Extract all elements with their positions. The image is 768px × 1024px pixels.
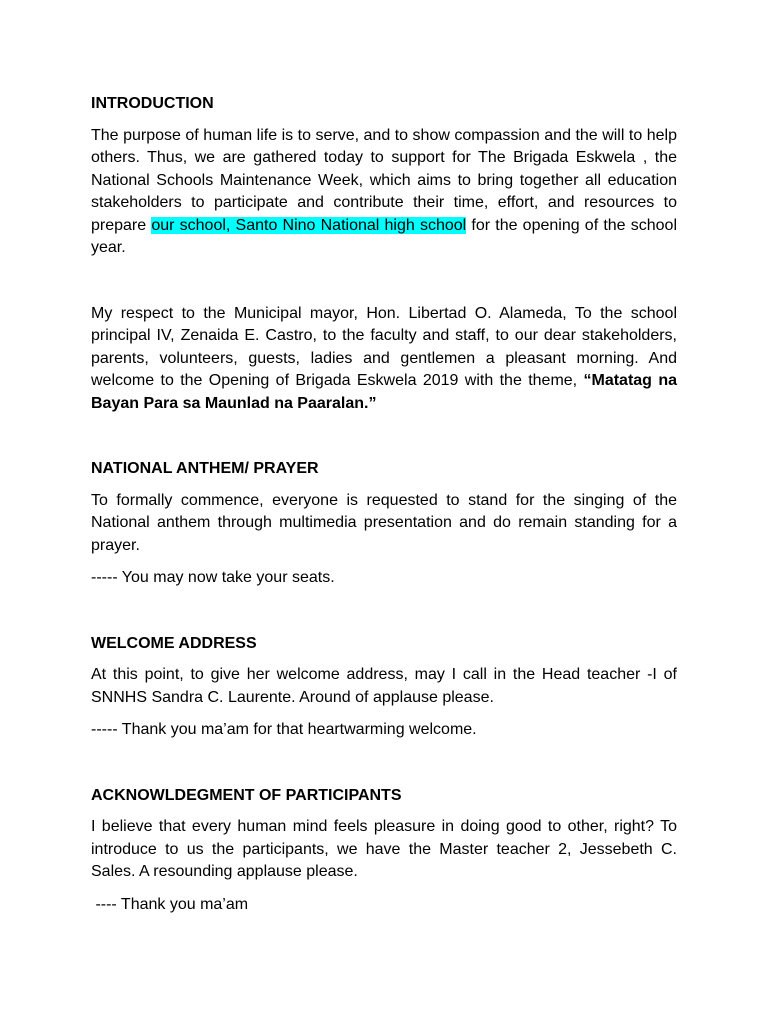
- spacer: [91, 270, 677, 303]
- introduction-text-end: for the opening of the school year.: [91, 216, 678, 256]
- respect-paragraph: [91, 303, 677, 416]
- document-page: [91, 93, 677, 926]
- introduction-paragraph: [91, 125, 677, 260]
- welcome-heading: WELCOME ADDRESS: [91, 634, 257, 652]
- spacer: [91, 425, 677, 458]
- introduction-heading: INTRODUCTION: [91, 95, 214, 112]
- theme-text: “Matatag na Bayan Para sa Maunlad na Paaralan.”: [91, 372, 677, 412]
- school-name-highlight: our school, Santo Nino National high school: [151, 216, 467, 234]
- acknowledgment-paragraph: I believe that every human mind feels pleasure in doing good to other, right? To introduce to us the participants, we have the Master teacher 2, Jessebeth C. Sales. A resounding applause please.: [91, 818, 677, 880]
- acknowledgment-heading: ACKNOWLDEGMENT OF PARTICIPANTS: [91, 786, 402, 804]
- anthem-note: ----- You may now take your seats.: [91, 569, 335, 586]
- respect-text: My respect to the Municipal mayor, Hon. Libertad O. Alameda, To the school principal IV, Zenaida E. Castro, to the faculty and staff, to our dear stakeholders, parents, volunteers, guests, ladies and gentlemen a pleasant morning. And welcome to the Opening of Brigada Eskwela 2019 with the theme,: [91, 304, 677, 389]
- welcome-note: ----- Thank you ma’am for that heartwarming welcome.: [91, 721, 477, 738]
- anthem-heading: NATIONAL ANTHEM/ PRAYER: [91, 460, 319, 477]
- spacer: [91, 752, 677, 785]
- spacer: [91, 600, 677, 633]
- introduction-text-start: The purpose of human life is to serve, and to show compassion and the will to help others. Thus, we are gathered today to support for The Brigada Eskwela , the National Schools Maintenance Week, which aims to bring together all education stakeholders to participate and contribute their time, effort, and resources to prepare: [91, 126, 677, 234]
- acknowledgment-note: ---- Thank you ma’am: [91, 895, 249, 913]
- welcome-paragraph: At this point, to give her welcome address, may I call in the Head teacher -I of SNNHS Sandra C. Laurente. Around of applause please.: [91, 666, 677, 706]
- anthem-paragraph: To formally commence, everyone is requested to stand for the singing of the National anthem through multimedia presentation and do remain standing for a prayer.: [91, 491, 677, 554]
